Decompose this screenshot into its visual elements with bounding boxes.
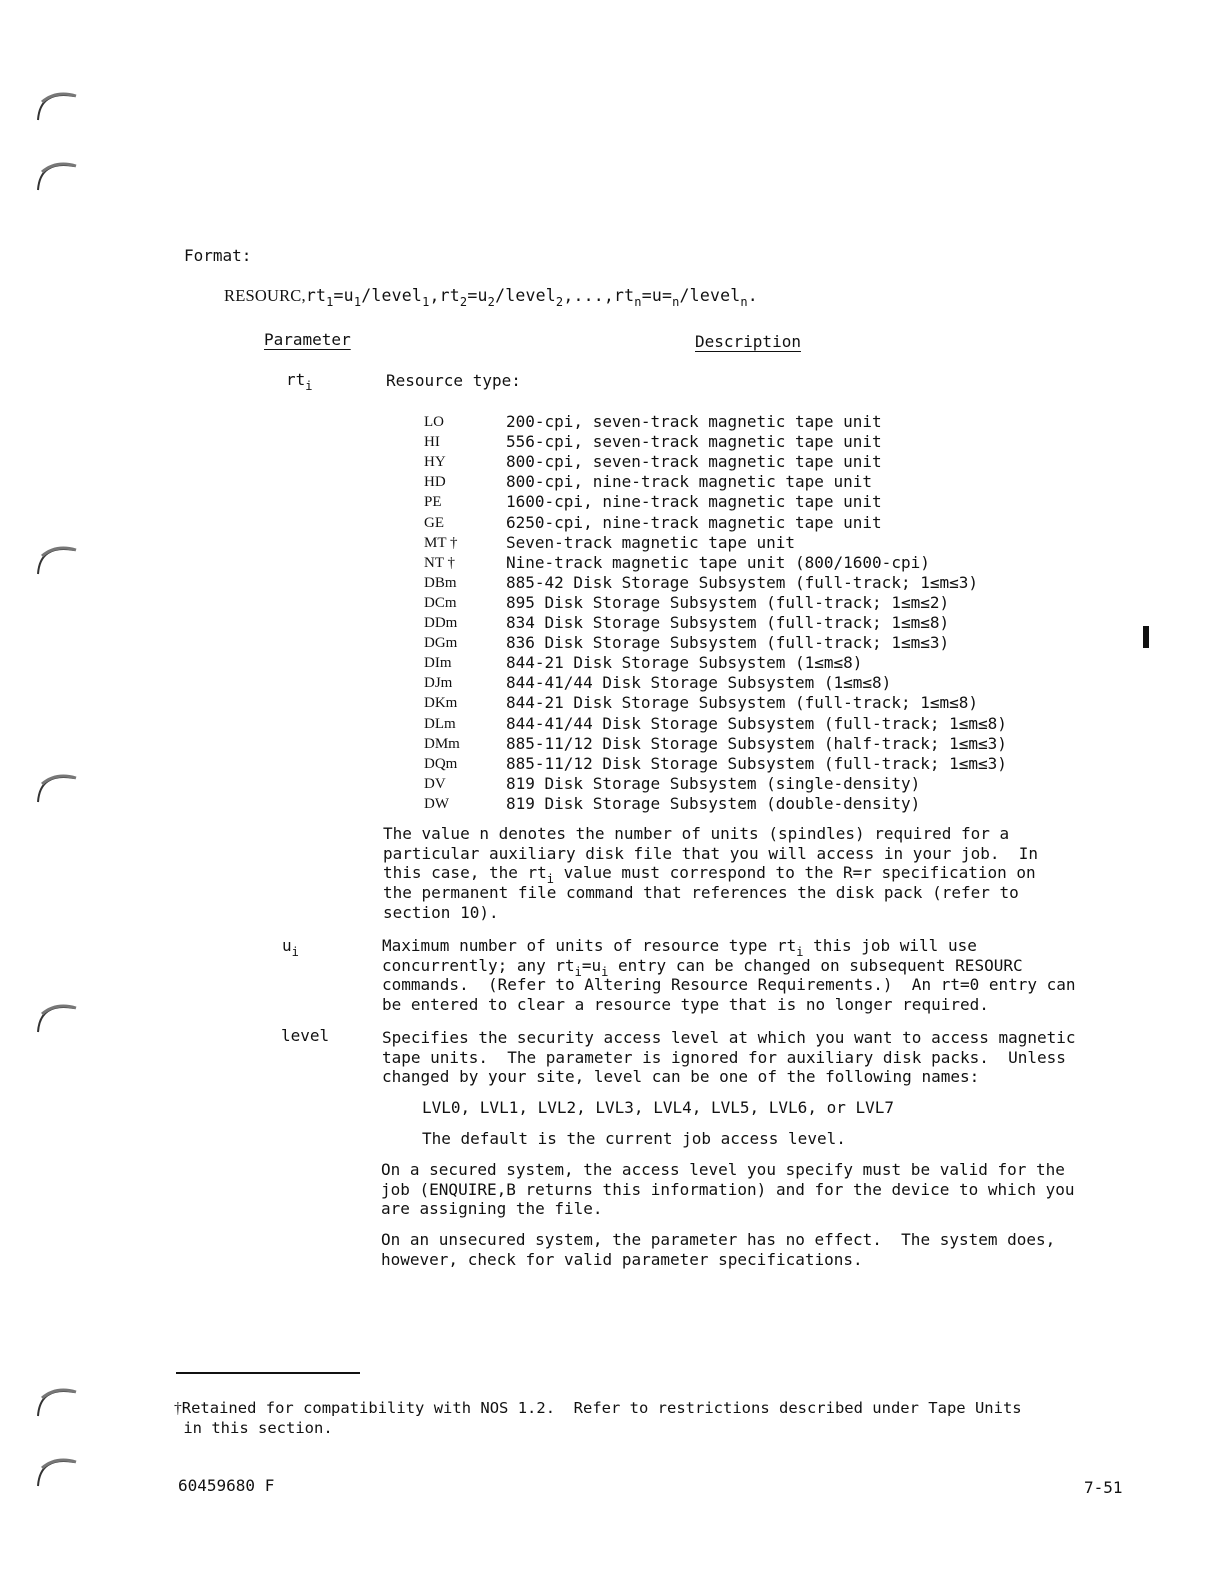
resource-description: 200-cpi, seven-track magnetic tape unit bbox=[506, 412, 882, 431]
footnote: †Retained for compatibility with NOS 1.2. Refer to restrictions described under Tape Units in this section. bbox=[174, 1399, 1022, 1437]
punch-hole-mark bbox=[32, 82, 82, 122]
format-subscript: n bbox=[672, 295, 680, 309]
u-description: Maximum number of units of resource type $rt_i$ this job will use concurrently; any $rt_i=u_i$ entry can be changed on subsequent RESOURC commands. (Refer to Altering Resource Requirements.) An rt=0 entry can be entered to clear a resource type that is no longer required. bbox=[382, 936, 1076, 1015]
resource-code: HY bbox=[424, 454, 446, 471]
format-arguments bbox=[305, 286, 758, 309]
resource-description: 1600-cpi, nine-track magnetic tape unit bbox=[506, 492, 882, 512]
format-token: /level bbox=[679, 286, 741, 305]
resource-description: 556-cpi, seven-track magnetic tape unit bbox=[506, 432, 882, 452]
format-token: rt bbox=[305, 286, 327, 305]
resource-description: 836 Disk Storage Subsystem (full-track; 1≤m≤3) bbox=[506, 633, 950, 653]
document-number: 60459680 F bbox=[178, 1476, 275, 1495]
resource-code: HI bbox=[424, 434, 440, 451]
resource-code: DQm bbox=[424, 755, 458, 772]
resource-description: Nine-track magnetic tape unit (800/1600-cpi) bbox=[506, 552, 930, 572]
description-header: Description bbox=[695, 332, 801, 351]
resource-description: 6250-cpi, nine-track magnetic tape unit bbox=[506, 512, 882, 532]
format-token: /level bbox=[361, 286, 423, 305]
resource-description: 819 Disk Storage Subsystem (double-density) bbox=[506, 793, 921, 813]
resource-code: DLm bbox=[424, 715, 456, 732]
unsecured-note: On an unsecured system, the parameter has no effect. The system does, however, check for valid parameter specifications. bbox=[381, 1230, 1056, 1269]
format-subscript: 1 bbox=[326, 295, 334, 309]
format-label: Format: bbox=[184, 246, 252, 265]
format-command: RESOURC, bbox=[224, 286, 306, 305]
format-subscript: n bbox=[740, 295, 748, 309]
format-subscript: 2 bbox=[555, 295, 564, 309]
level-default: The default is the current job access level. bbox=[422, 1129, 846, 1148]
resource-code: LO bbox=[424, 414, 444, 430]
resource-code: DMm bbox=[424, 735, 460, 752]
param-rt: $rt_i$ bbox=[286, 370, 313, 393]
resource-description: 895 Disk Storage Subsystem (full-track; 1≤m≤2) bbox=[506, 592, 950, 612]
format-token: =u bbox=[467, 286, 488, 305]
param-level: level bbox=[281, 1026, 330, 1045]
resource-code: NT † bbox=[424, 554, 455, 571]
footnote-rule bbox=[176, 1372, 360, 1374]
format-token: /level bbox=[495, 286, 556, 305]
resource-description: 885-11/12 Disk Storage Subsystem (half-track; 1≤m≤3) bbox=[506, 733, 1007, 753]
punch-hole-mark bbox=[32, 994, 82, 1034]
format-token: . bbox=[747, 286, 758, 305]
resource-code: DGm bbox=[424, 635, 458, 652]
change-bar bbox=[1143, 626, 1149, 648]
resource-description: 834 Disk Storage Subsystem (full-track; 1≤m≤8) bbox=[506, 613, 950, 632]
resource-code: DKm bbox=[424, 695, 458, 712]
resource-code: HD bbox=[424, 474, 446, 491]
format-syntax bbox=[224, 286, 758, 309]
format-subscript: 1 bbox=[353, 295, 362, 309]
resource-description: 844-41/44 Disk Storage Subsystem (full-track; 1≤m≤8) bbox=[506, 713, 1007, 733]
resource-code: DIm bbox=[424, 655, 452, 672]
secured-note: On a secured system, the access level you specify must be valid for the job (ENQUIRE,B returns this information) and for the device to which you are assigning the file. bbox=[381, 1160, 1075, 1219]
resource-type-label: Resource type: bbox=[386, 371, 521, 390]
resource-code: GE bbox=[424, 514, 444, 531]
punch-hole-mark bbox=[32, 1448, 82, 1488]
resource-description: 885-42 Disk Storage Subsystem (full-track; 1≤m≤3) bbox=[506, 572, 979, 592]
resource-description: 800-cpi, seven-track magnetic tape unit bbox=[506, 452, 882, 472]
page-number: 7-51 bbox=[1084, 1478, 1123, 1497]
punch-hole-mark bbox=[32, 764, 82, 804]
resource-code: DDm bbox=[424, 615, 458, 631]
resource-description: Seven-track magnetic tape unit bbox=[506, 532, 795, 552]
format-token: ,rt bbox=[429, 286, 460, 305]
dagger-mark: † bbox=[174, 1400, 182, 1417]
level-description: Specifies the security access level at which you want to access magnetic tape units. The parameter is ignored for auxiliary disk packs. Unless changed by your site, level can be one of the following names: bbox=[382, 1028, 1076, 1087]
resource-description: 800-cpi, nine-track magnetic tape unit bbox=[506, 472, 873, 492]
format-subscript: 1 bbox=[422, 295, 430, 309]
resource-description: 844-41/44 Disk Storage Subsystem (1≤m≤8) bbox=[506, 673, 892, 693]
resource-code: DBm bbox=[424, 574, 457, 591]
punch-hole-mark bbox=[32, 536, 82, 576]
punch-hole-mark bbox=[32, 152, 82, 192]
resource-description: 819 Disk Storage Subsystem (single-density) bbox=[506, 773, 921, 793]
resource-description: 844-21 Disk Storage Subsystem (full-track; 1≤m≤8) bbox=[506, 693, 979, 713]
resource-code: MT † bbox=[424, 534, 458, 551]
parameter-header: Parameter bbox=[264, 330, 351, 349]
format-subscript: 2 bbox=[487, 295, 496, 309]
resource-description: 885-11/12 Disk Storage Subsystem (full-track; 1≤m≤3) bbox=[506, 753, 1007, 773]
format-subscript: 2 bbox=[459, 295, 468, 309]
format-subscript: n bbox=[634, 295, 642, 309]
resource-code: DW bbox=[424, 795, 449, 812]
level-names: LVL0, LVL1, LVL2, LVL3, LVL4, LVL5, LVL6, or LVL7 bbox=[422, 1098, 895, 1117]
resource-code: DV bbox=[424, 775, 446, 792]
format-token: ,...,rt bbox=[563, 286, 635, 305]
format-token: =u= bbox=[641, 286, 673, 305]
param-u: $u_i$ bbox=[282, 936, 299, 959]
format-token: =u bbox=[333, 286, 354, 305]
resource-code: DJm bbox=[424, 675, 453, 692]
resource-code: PE bbox=[424, 494, 442, 511]
resource-code: DCm bbox=[424, 594, 457, 611]
rt-note: The value n denotes the number of units (spindles) required for a particular auxiliary disk file that you will access in your job. In this case, the $rt_i$ value must correspond to the R=r specification on the permanent file command that references the disk pack (refer to section 10). bbox=[383, 824, 1039, 922]
punch-hole-mark bbox=[32, 1378, 82, 1418]
resource-description: 844-21 Disk Storage Subsystem (1≤m≤8) bbox=[506, 653, 863, 673]
